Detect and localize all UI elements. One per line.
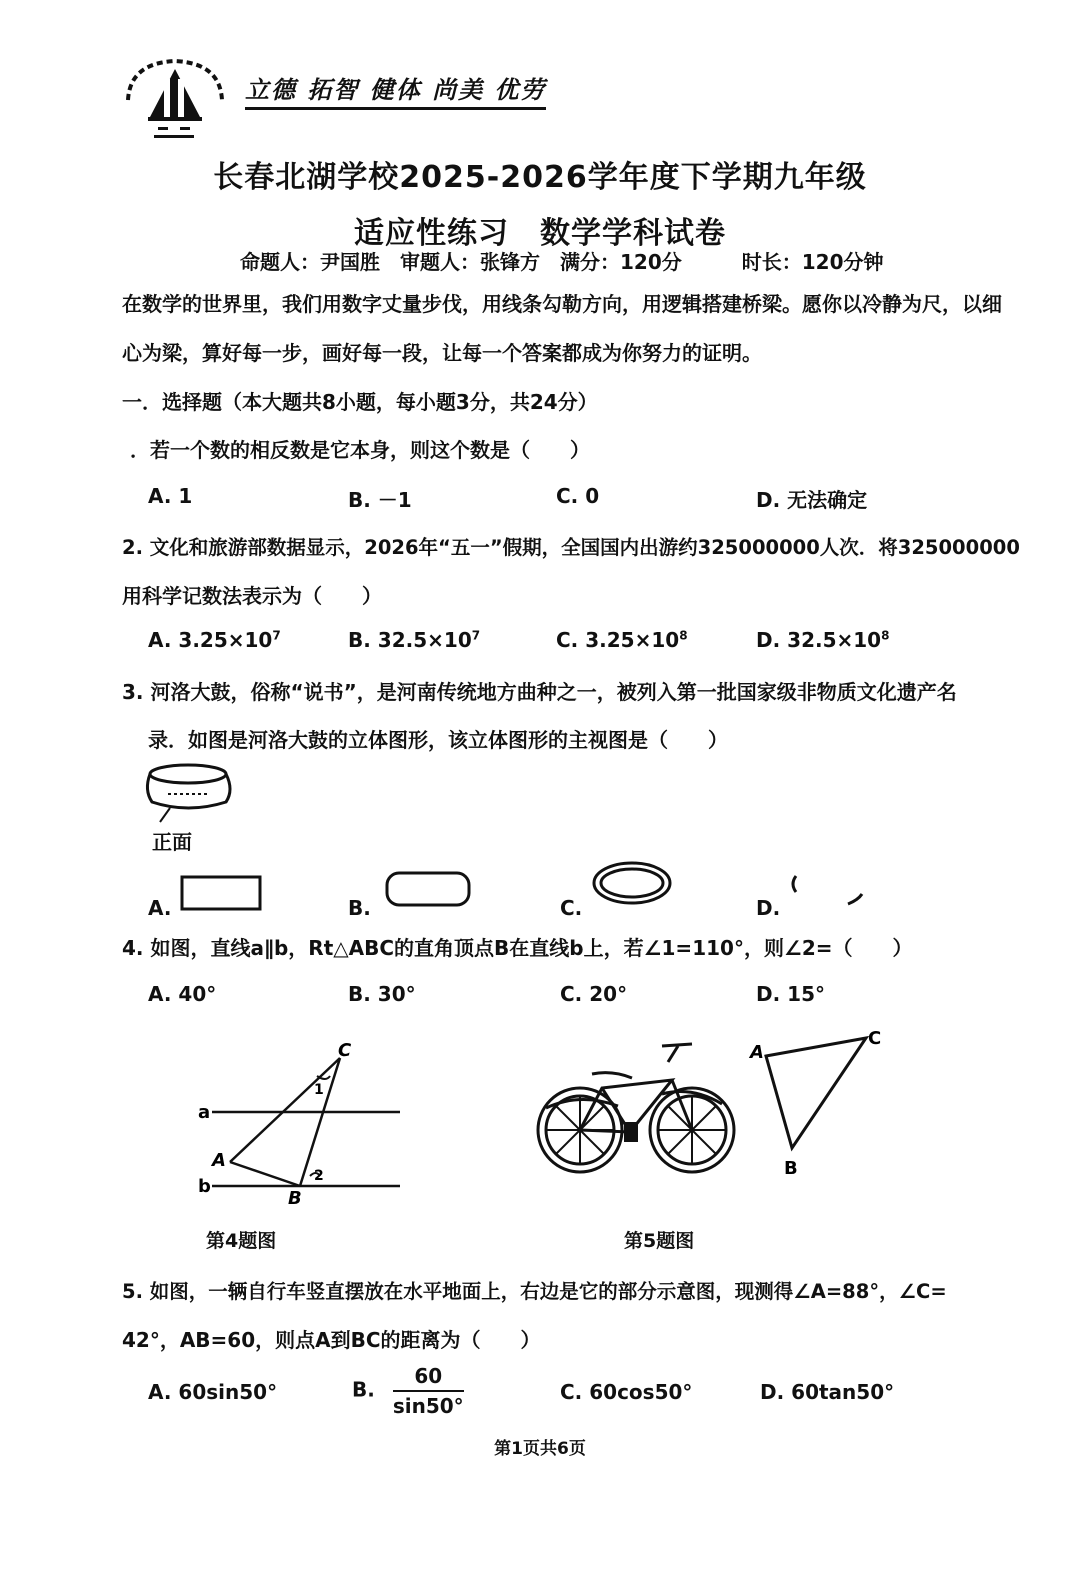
q4-figure [190,1036,410,1206]
line-b-label: b [198,1176,211,1197]
q5-option-c[interactable]: C. 60cos50° [560,1380,693,1404]
q3-option-d-label[interactable]: D. [756,896,781,920]
q3-stem-line-1: 3. 河洛大鼓，俗称“说书”，是河南传统地方曲种之一，被列入第一批国家级非物质文化遗产名 [122,680,957,704]
q4-option-a[interactable]: A. 40° [148,982,217,1006]
q1-stem: ．若一个数的相反数是它本身，则这个数是（ ） [130,438,590,462]
vertex-b-label: B [288,1188,302,1206]
q5-option-a[interactable]: A. 60sin50° [148,1380,278,1404]
drum-3d-figure [140,762,250,832]
q3-option-d-figure[interactable] [786,872,866,912]
q3-stem-line-2: 录．如图是河洛大鼓的立体图形，该立体图形的主视图是（ ） [148,728,728,752]
q5-vertex-c-label: C [868,1028,882,1049]
bicycle-figure [532,1034,742,1184]
intro-line-2: 心为梁，算好每一步，画好每一段，让每一个答案都成为你努力的证明。 [122,341,762,365]
school-motto: 立德 拓智 健体 尚美 优劳 [245,70,546,110]
q5-figure-caption: 第5题图 [624,1230,695,1252]
q5-option-b-fraction: $\frac{60}{\sin 50^\circ}$ [392,1364,464,1418]
q1-option-b[interactable]: B. －1 [348,488,412,512]
q5-stem-line-1: 5. 如图，一辆自行车竖直摆放在水平地面上，右边是它的部分示意图，现测得∠A=88°，∠C= [122,1280,947,1303]
q2-stem-line-2: 用科学记数法表示为（ ） [122,584,382,608]
exam-meta: 命题人：尹国胜 审题人：张锋方 满分：120分 时长：120分钟 [240,250,884,274]
intro-line-1: 在数学的世界里，我们用数字丈量步伐，用线条勾勒方向，用逻辑搭建桥梁。愿你以冷静为尺，以细 [122,292,1002,316]
q2-option-c[interactable]: C. $3.25\times 10^8$ [556,628,688,652]
angle-2-label: 2 [314,1168,324,1184]
q5-vertex-b-label: B [784,1158,798,1179]
q2-option-a[interactable]: A. $3.25\times 10^7$ [148,628,281,652]
q1-option-d[interactable]: D. 无法确定 [756,488,868,512]
q2-stem-line-1: 2. 文化和旅游部数据显示，2026年“五一”假期，全国国内出游约325000000人次．将325000000 [122,536,1020,559]
q3-option-a-label[interactable]: A. [148,896,172,920]
q5-vertex-a-label: A [750,1042,764,1063]
vertex-c-label: C [338,1040,352,1061]
page-number: 第1页共6页 [494,1439,586,1459]
q4-option-c[interactable]: C. 20° [560,982,628,1006]
q4-option-b[interactable]: B. 30° [348,982,416,1006]
q2-option-d[interactable]: D. $32.5\times 10^8$ [756,628,890,652]
q3-option-c-figure[interactable] [590,858,674,908]
vertex-a-label: A [212,1150,226,1171]
angle-1-label: 1 [314,1082,324,1098]
q5-stem-line-2: 42°，AB=60，则点A到BC的距离为（ ） [122,1328,541,1352]
q4-figure-caption: 第4题图 [206,1230,277,1252]
q5-triangle-figure [744,1024,894,1184]
section-heading: 一．选择题（本大题共8小题，每小题3分，共24分） [122,390,598,414]
q2-option-b[interactable]: B. $32.5\times 10^7$ [348,628,481,652]
q3-option-c-label[interactable]: C. [560,896,583,920]
q3-option-a-figure[interactable] [180,874,264,914]
front-view-label: 正面 [152,830,192,854]
q5-option-d[interactable]: D. 60tan50° [760,1380,895,1404]
exam-title: 长春北湖学校2025-2026学年度下学期九年级 [213,160,867,195]
q5-option-b-label: B. [352,1377,375,1402]
q1-option-c[interactable]: C. 0 [556,484,600,508]
q4-stem: 4. 如图，直线a∥b，Rt△ABC的直角顶点B在直线b上，若∠1=110°，则∠2=（ ） [122,936,913,960]
school-logo-icon [120,55,230,145]
q5-option-b[interactable] [352,1364,464,1418]
q3-option-b-figure[interactable] [384,870,474,910]
exam-subtitle: 适应性练习 数学学科试卷 [354,216,726,251]
q4-option-d[interactable]: D. 15° [756,982,825,1006]
q3-option-b-label[interactable]: B. [348,896,371,920]
q1-option-a[interactable]: A. 1 [148,484,193,508]
line-a-label: a [198,1102,211,1123]
